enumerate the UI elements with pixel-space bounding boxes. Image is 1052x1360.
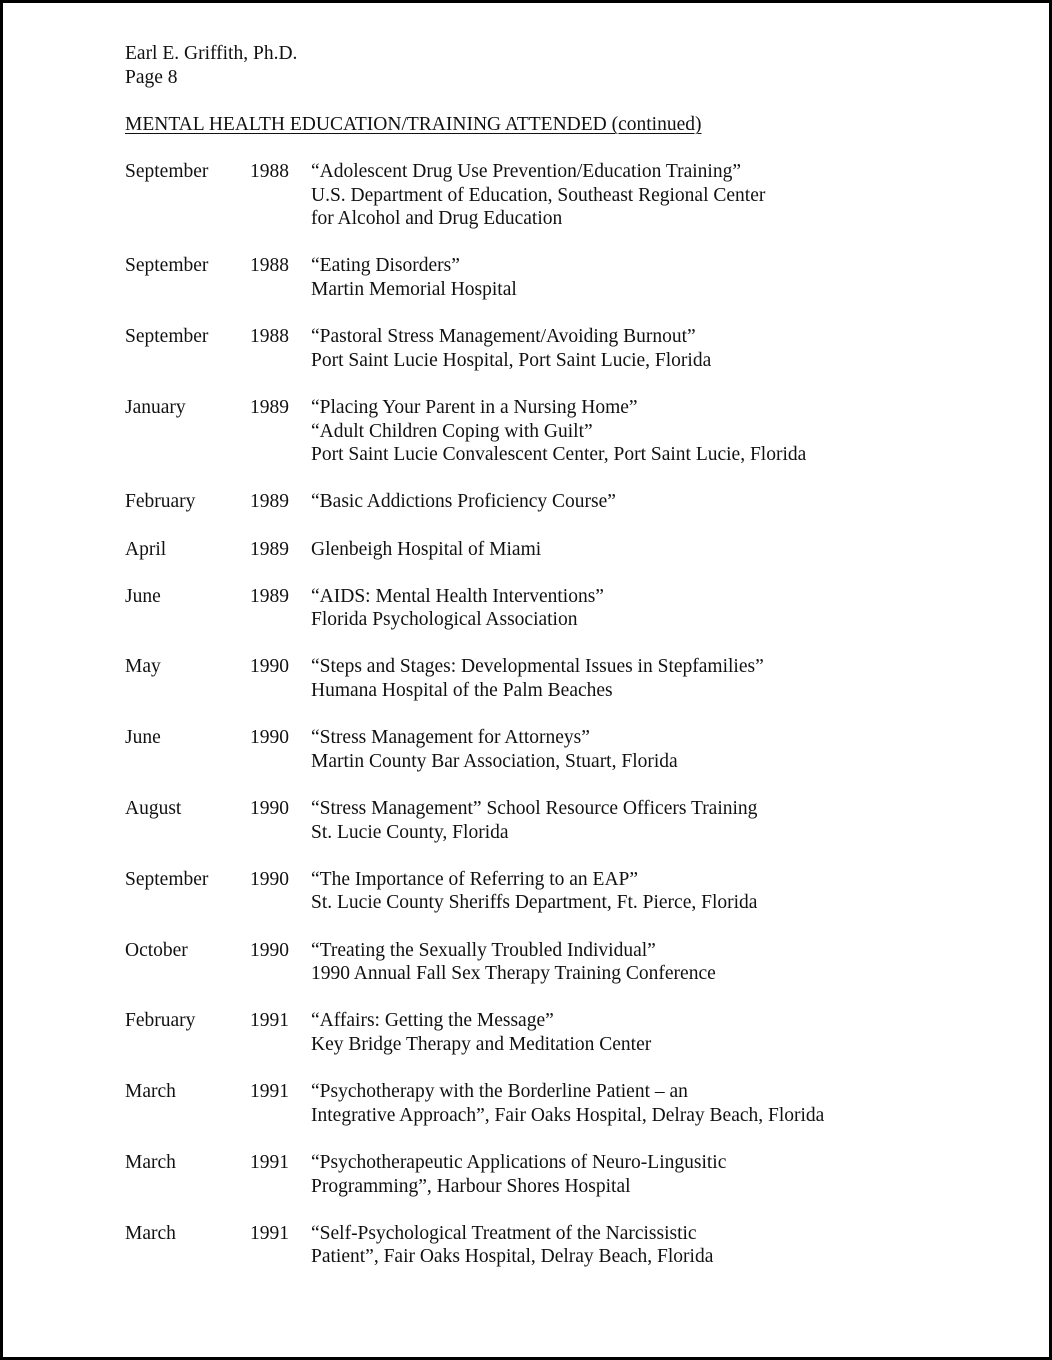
entry-month: September [125,161,209,182]
training-entry [125,797,1005,844]
entry-details [311,538,1005,562]
entry-detail-line: “Psychotherapeutic Applications of Neuro-Lingusitic [311,1151,727,1173]
entry-details [311,868,1005,915]
entry-detail-line: “Steps and Stages: Developmental Issues in Stepfamilies” [311,656,764,678]
entry-detail-line: U.S. Department of Education, Southeast Regional Center [311,184,766,206]
entry-detail-line: Port Saint Lucie Convalescent Center, Port Saint Lucie, Florida [311,444,807,466]
entry-details [311,1009,1005,1056]
training-entry [125,585,1005,632]
entry-detail-line: “Affairs: Getting the Message” [311,1010,554,1032]
entry-month: March [125,1222,176,1244]
entry-detail-line: St. Lucie County Sheriffs Department, Ft. Pierce, Florida [311,892,758,914]
entry-details [311,797,1005,844]
entry-detail-line: Glenbeigh Hospital of Miami [311,538,542,560]
entry-detail-line: Integrative Approach”, Fair Oaks Hospital, Delray Beach, Florida [311,1104,825,1126]
author-name: Earl E. Griffith, Ph.D. [125,43,298,64]
entry-year: 1989 [250,396,289,418]
entry-detail-line: “The Importance of Referring to an EAP” [311,868,639,890]
training-entry [125,1222,1005,1269]
entry-month: September [125,868,209,890]
entry-detail-line: Key Bridge Therapy and Meditation Center [311,1033,652,1055]
entry-detail-line: “Eating Disorders” [311,255,460,277]
entry-year: 1989 [250,538,289,560]
entry-detail-line: “Pastoral Stress Management/Avoiding Burnout” [311,326,696,348]
entry-year: 1990 [250,798,289,820]
entry-detail-line: “Stress Management” School Resource Officers Training [311,798,758,820]
training-entry [125,1080,1005,1127]
entry-month: June [125,727,161,749]
entry-detail-line: “Placing Your Parent in a Nursing Home” [311,396,638,418]
entry-details [311,254,1005,301]
entry-month: October [125,939,188,961]
entry-month: March [125,1151,176,1173]
entry-month: June [125,585,161,607]
entry-month: April [125,538,167,560]
training-entry [125,1151,1005,1198]
training-entry [125,160,1005,231]
entry-detail-line: Programming”, Harbour Shores Hospital [311,1175,631,1197]
entry-year: 1988 [250,326,289,348]
entry-detail-line: Humana Hospital of the Palm Beaches [311,680,613,702]
page-header [125,42,297,89]
entry-month: March [125,1081,176,1103]
entry-detail-line: Martin Memorial Hospital [311,278,517,300]
training-entry [125,1009,1005,1056]
entry-year: 1990 [250,656,289,678]
training-entry [125,254,1005,301]
entry-details [311,585,1005,632]
entry-detail-line: for Alcohol and Drug Education [311,208,563,230]
training-entries-list [125,160,1005,1293]
entry-details [311,655,1005,702]
entry-month: September [125,326,209,348]
entry-details [311,396,1005,467]
entry-detail-line: Martin County Bar Association, Stuart, Florida [311,750,678,772]
entry-detail-line: “Stress Management for Attorneys” [311,727,590,749]
entry-month: September [125,255,209,277]
section-title: MENTAL HEALTH EDUCATION/TRAINING ATTENDED (continued) [125,114,702,135]
entry-detail-line: Patient”, Fair Oaks Hospital, Delray Beach, Florida [311,1246,714,1268]
entry-detail-line: Port Saint Lucie Hospital, Port Saint Lucie, Florida [311,349,712,371]
training-entry [125,939,1005,986]
entry-year: 1990 [250,939,289,961]
entry-month: January [125,396,186,418]
entry-details [311,1080,1005,1127]
entry-year: 1991 [250,1010,289,1032]
entry-detail-line: St. Lucie County, Florida [311,821,509,843]
training-entry [125,325,1005,372]
entry-detail-line: “Basic Addictions Proficiency Course” [311,491,616,513]
entry-details [311,1151,1005,1198]
entry-details [311,1222,1005,1269]
entry-year: 1988 [250,255,289,277]
entry-detail-line: “AIDS: Mental Health Interventions” [311,585,604,607]
entry-detail-line: “Self-Psychological Treatment of the Narcissistic [311,1222,697,1244]
entry-detail-line: “Treating the Sexually Troubled Individual” [311,939,656,961]
training-entry [125,396,1005,467]
entry-month: February [125,491,196,513]
entry-detail-line: “Psychotherapy with the Borderline Patient – an [311,1081,688,1103]
training-entry [125,726,1005,773]
training-entry [125,490,1005,514]
entry-details [311,726,1005,773]
entry-year: 1989 [250,585,289,607]
entry-year: 1990 [250,727,289,749]
entry-details [311,325,1005,372]
entry-year: 1988 [250,161,289,182]
entry-details [311,490,1005,514]
training-entry [125,538,1005,562]
entry-detail-line: “Adult Children Coping with Guilt” [311,420,593,442]
entry-year: 1991 [250,1222,289,1244]
entry-detail-line: “Adolescent Drug Use Prevention/Education Training” [311,161,741,182]
entry-detail-line: 1990 Annual Fall Sex Therapy Training Conference [311,963,716,985]
entry-month: August [125,798,182,820]
entry-details [311,160,1005,231]
training-entry [125,868,1005,915]
entry-details [311,939,1005,986]
entry-year: 1989 [250,491,289,513]
training-entry [125,655,1005,702]
entry-detail-line: Florida Psychological Association [311,609,578,631]
entry-month: February [125,1010,196,1032]
entry-year: 1991 [250,1081,289,1103]
page-number: Page 8 [125,66,178,88]
entry-year: 1991 [250,1151,289,1173]
entry-month: May [125,656,161,678]
entry-year: 1990 [250,868,289,890]
